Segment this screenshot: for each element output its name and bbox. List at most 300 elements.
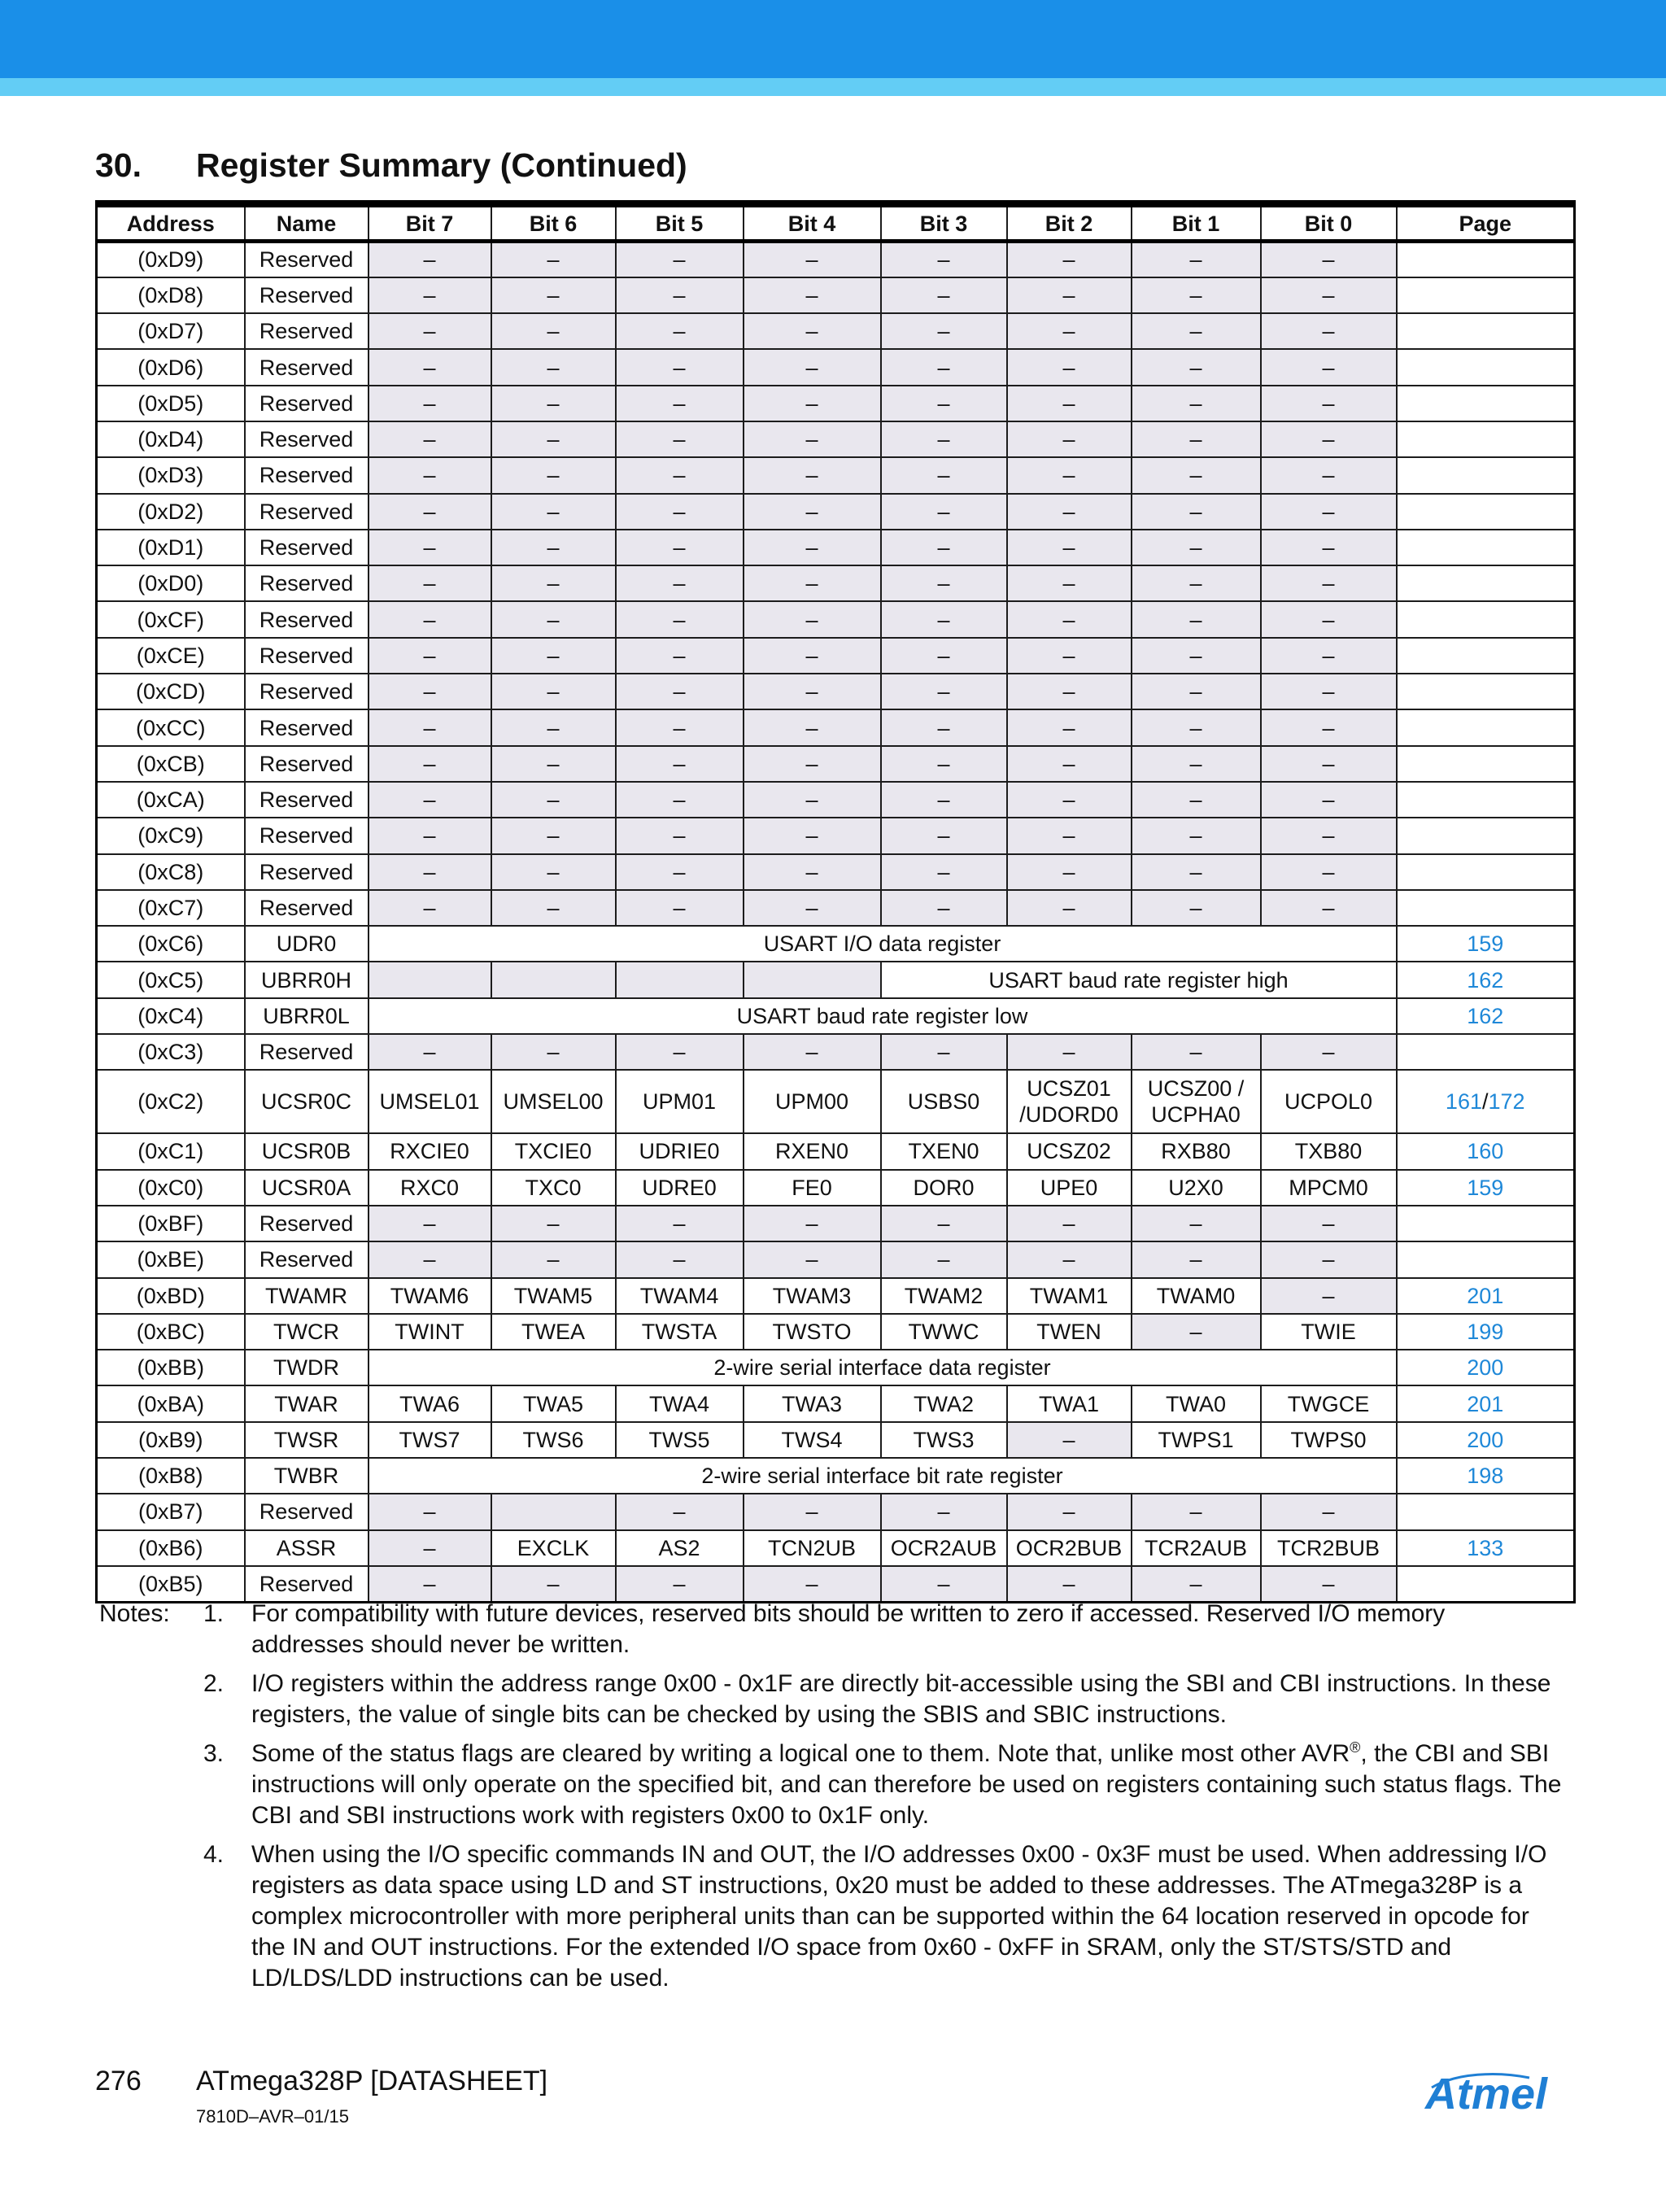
table-row: [97, 1458, 1575, 1494]
table-row: [97, 1350, 1575, 1385]
page-ref: [1397, 1422, 1575, 1458]
bit-cell: UMSEL01: [369, 1070, 491, 1133]
bit-cell: –: [616, 349, 744, 385]
bit-cell: –: [881, 1494, 1007, 1529]
bit-cell: –: [1132, 313, 1261, 349]
register-name: Reserved: [245, 242, 369, 277]
bit-cell: –: [616, 565, 744, 601]
table-row: [97, 782, 1575, 818]
bit-cell: –: [369, 1494, 491, 1529]
bit-cell: TXB80: [1261, 1133, 1397, 1169]
bit-cell: –: [744, 674, 881, 709]
bit-cell: UCSZ00 / UCPHA0: [1132, 1070, 1261, 1133]
bit-cell: –: [881, 782, 1007, 818]
bit-cell: TWAM2: [881, 1278, 1007, 1314]
bit-cell: –: [881, 1034, 1007, 1070]
page-ref: [1397, 854, 1575, 890]
bit-cell: –: [881, 313, 1007, 349]
table-row: [97, 1133, 1575, 1169]
bit-cell: –: [1261, 1034, 1397, 1070]
table-row: [97, 1278, 1575, 1314]
bit-cell: –: [616, 709, 744, 745]
bit-cell: UCSZ01 /UDORD0: [1007, 1070, 1132, 1133]
table-row: [97, 530, 1575, 565]
page-link[interactable]: 199: [1467, 1319, 1504, 1344]
bit-cell: –: [369, 638, 491, 674]
page-ref: [1397, 386, 1575, 421]
bit-cell: –: [491, 890, 616, 926]
bit-cell: –: [1261, 638, 1397, 674]
table-row: [97, 457, 1575, 493]
page-link[interactable]: 159: [1467, 1175, 1504, 1200]
register-address: (0xCE): [97, 638, 245, 674]
bit-cell: –: [744, 457, 881, 493]
page-ref: [1397, 1206, 1575, 1241]
bit-cell: –: [1007, 313, 1132, 349]
bit-cell: –: [1007, 601, 1132, 637]
note-text: I/O registers within the address range 0x00 - 0x1F are directly bit-accessible using the SBI and CBI instructions. In these registers, the value of single bits can be checked by using the SBIS and SBIC instructions.: [251, 1670, 1551, 1728]
register-address: (0xC7): [97, 890, 245, 926]
bit-cell: TWA3: [744, 1385, 881, 1421]
bit-cell: –: [491, 1206, 616, 1241]
bit-cell: TWAM4: [616, 1278, 744, 1314]
bit-cell: TWINT: [369, 1314, 491, 1350]
bit-cell: –: [1132, 1314, 1261, 1350]
note-number: 4.: [203, 1841, 225, 1868]
page-ref: [1397, 926, 1575, 962]
footer-doc-title: ATmega328P [DATASHEET]: [196, 2066, 548, 2096]
bit-cell: [744, 962, 881, 997]
bit-cell: –: [1132, 242, 1261, 277]
bit-cell: –: [491, 494, 616, 530]
table-row: [97, 601, 1575, 637]
bit-cell: –: [369, 457, 491, 493]
bit-cell: TWWC: [881, 1314, 1007, 1350]
register-address: (0xCD): [97, 674, 245, 709]
bit-cell: –: [744, 494, 881, 530]
bit-cell: –: [1007, 1034, 1132, 1070]
note-text-part: , the CBI and SBI instructions will only operate on the specified bit, and can therefore be used on registers containing such status flags. The CBI and SBI instructions work with registers 0x00 to 0x1F only.: [251, 1740, 1562, 1829]
bit-cell: –: [1007, 494, 1132, 530]
register-name: Reserved: [245, 638, 369, 674]
bit-cell: –: [369, 1566, 491, 1602]
bit-cell: –: [1007, 1566, 1132, 1602]
bit-cell: TWS5: [616, 1422, 744, 1458]
register-address: (0xD3): [97, 457, 245, 493]
page-link[interactable]: 201: [1467, 1283, 1504, 1308]
header-address: Address: [97, 204, 245, 242]
register-address: (0xCF): [97, 601, 245, 637]
bit-cell: –: [491, 457, 616, 493]
bit-cell: –: [616, 242, 744, 277]
header-bit-2: Bit 2: [1007, 204, 1132, 242]
bit-cell: –: [1007, 421, 1132, 457]
register-name: Reserved: [245, 890, 369, 926]
page-ref: [1397, 674, 1575, 709]
page-ref: [1397, 242, 1575, 277]
page-link[interactable]: 201: [1467, 1391, 1504, 1416]
bit-cell: –: [491, 601, 616, 637]
bit-cell: –: [369, 494, 491, 530]
bit-cell: –: [1132, 746, 1261, 782]
header-bit-5: Bit 5: [616, 204, 744, 242]
table-row: [97, 1385, 1575, 1421]
bit-cell: RXCIE0: [369, 1133, 491, 1169]
bit-cell: –: [1007, 782, 1132, 818]
page-link[interactable]: 161: [1445, 1089, 1482, 1115]
note-number: 1.: [203, 1600, 225, 1627]
bit-cell: AS2: [616, 1530, 744, 1566]
register-address: (0xC5): [97, 962, 245, 997]
table-row: [97, 242, 1575, 277]
page-link[interactable]: 159: [1467, 931, 1504, 957]
page-ref: [1397, 1278, 1575, 1314]
bit-cell: –: [881, 674, 1007, 709]
bit-cell: –: [491, 313, 616, 349]
bit-cell: TWA5: [491, 1385, 616, 1421]
bit-cell: –: [1007, 1241, 1132, 1277]
bit-cell: –: [1007, 349, 1132, 385]
register-name: UCSR0A: [245, 1170, 369, 1206]
bit-cell: –: [491, 277, 616, 313]
bit-cell: OCR2AUB: [881, 1530, 1007, 1566]
register-address: (0xBD): [97, 1278, 245, 1314]
register-address: (0xBA): [97, 1385, 245, 1421]
bit-cell: –: [1132, 277, 1261, 313]
section-heading: [95, 146, 687, 185]
bit-cell: –: [491, 530, 616, 565]
bit-cell: –: [744, 1494, 881, 1529]
bit-cell: OCR2BUB: [1007, 1530, 1132, 1566]
bit-cell: –: [881, 565, 1007, 601]
bit-cell: –: [491, 1566, 616, 1602]
header-bit-6: Bit 6: [491, 204, 616, 242]
bit-cell: –: [744, 818, 881, 853]
page-ref: [1397, 421, 1575, 457]
bit-cell: –: [1132, 674, 1261, 709]
bit-cell: –: [744, 421, 881, 457]
register-address: (0xD7): [97, 313, 245, 349]
page-ref: [1397, 890, 1575, 926]
bit-cell: –: [1261, 1241, 1397, 1277]
table-row: [97, 926, 1575, 962]
bit-cell: UDRIE0: [616, 1133, 744, 1169]
bit-cell: –: [369, 818, 491, 853]
bit-cell: –: [881, 242, 1007, 277]
bit-cell: TWS3: [881, 1422, 1007, 1458]
bit-cell: MPCM0: [1261, 1170, 1397, 1206]
register-address: (0xD8): [97, 277, 245, 313]
register-address: (0xB7): [97, 1494, 245, 1529]
page-ref: [1397, 457, 1575, 493]
page-ref: [1397, 565, 1575, 601]
table-row: [97, 349, 1575, 385]
bit-cell: –: [881, 494, 1007, 530]
bit-cell: –: [744, 638, 881, 674]
bit-cell: TWAM6: [369, 1278, 491, 1314]
register-name: Reserved: [245, 1206, 369, 1241]
register-name: Reserved: [245, 277, 369, 313]
register-name: Reserved: [245, 494, 369, 530]
bit-cell: –: [1007, 674, 1132, 709]
bit-cell: –: [881, 890, 1007, 926]
bit-cell: –: [616, 674, 744, 709]
bit-cell: [369, 962, 491, 997]
bit-cell: –: [1132, 1494, 1261, 1529]
bit-cell: –: [616, 1566, 744, 1602]
bit-cell: –: [1007, 638, 1132, 674]
bit-cell: –: [1007, 565, 1132, 601]
bit-cell: –: [881, 638, 1007, 674]
bit-cell: –: [616, 494, 744, 530]
register-description: 2-wire serial interface bit rate register: [369, 1458, 1397, 1494]
header-bit-1: Bit 1: [1132, 204, 1261, 242]
bit-cell: –: [369, 1206, 491, 1241]
bit-cell: –: [1132, 530, 1261, 565]
bit-cell: –: [744, 386, 881, 421]
page-link[interactable]: 198: [1467, 1464, 1504, 1489]
bit-cell: –: [369, 530, 491, 565]
bit-cell: –: [369, 709, 491, 745]
bit-cell: –: [1261, 386, 1397, 421]
bit-cell: –: [1261, 457, 1397, 493]
page-ref: [1397, 709, 1575, 745]
register-address: (0xC8): [97, 854, 245, 890]
bit-cell: –: [881, 386, 1007, 421]
register-name: Reserved: [245, 746, 369, 782]
register-name: TWCR: [245, 1314, 369, 1350]
register-address: (0xD4): [97, 421, 245, 457]
register-name: UCSR0B: [245, 1133, 369, 1169]
bit-cell: TWEA: [491, 1314, 616, 1350]
atmel-logo: [1424, 2068, 1572, 2118]
bit-cell: –: [491, 349, 616, 385]
register-name: ASSR: [245, 1530, 369, 1566]
note-text-part: Some of the status flags are cleared by writing a logical one to them. Note that, unlike most other AVR: [251, 1740, 1350, 1767]
bit-cell: –: [1261, 890, 1397, 926]
page-ref: [1397, 1494, 1575, 1529]
bit-cell: –: [1261, 782, 1397, 818]
register-address: (0xD1): [97, 530, 245, 565]
page-ref: [1397, 998, 1575, 1034]
bit-cell: –: [616, 782, 744, 818]
bit-cell: –: [1261, 709, 1397, 745]
bit-cell: –: [616, 1241, 744, 1277]
bit-cell: –: [616, 530, 744, 565]
header-bit-7: Bit 7: [369, 204, 491, 242]
table-row: [97, 1314, 1575, 1350]
table-row: [97, 818, 1575, 853]
section-number: 30.: [95, 146, 142, 184]
bit-cell: –: [881, 277, 1007, 313]
bit-cell: –: [1261, 313, 1397, 349]
bit-cell: –: [1132, 638, 1261, 674]
bit-cell: –: [491, 709, 616, 745]
bit-cell: –: [744, 1034, 881, 1070]
bit-cell: –: [369, 854, 491, 890]
bit-cell: –: [1261, 746, 1397, 782]
note-text: [251, 1740, 1561, 1829]
register-address: (0xCA): [97, 782, 245, 818]
bit-cell: –: [616, 421, 744, 457]
bit-cell: –: [744, 277, 881, 313]
bit-cell: –: [881, 601, 1007, 637]
table-row: [97, 890, 1575, 926]
table-row: [97, 854, 1575, 890]
register-address: (0xC1): [97, 1133, 245, 1169]
bit-cell: –: [881, 709, 1007, 745]
bit-cell: –: [744, 709, 881, 745]
bit-cell: –: [1261, 277, 1397, 313]
bit-cell: TCR2AUB: [1132, 1530, 1261, 1566]
table-row: [97, 565, 1575, 601]
bit-cell: TWAM3: [744, 1278, 881, 1314]
table-row: [97, 494, 1575, 530]
page-ref: [1397, 1530, 1575, 1566]
bit-cell: –: [1261, 674, 1397, 709]
register-name: Reserved: [245, 854, 369, 890]
bit-cell: TWIE: [1261, 1314, 1397, 1350]
notes-label: Notes:: [99, 1600, 170, 1627]
page-link[interactable]: 172: [1488, 1089, 1525, 1115]
table-row: [97, 674, 1575, 709]
bit-cell: –: [881, 530, 1007, 565]
bit-cell: –: [1007, 818, 1132, 853]
page-ref: [1397, 962, 1575, 997]
bit-cell: –: [1132, 1206, 1261, 1241]
section-title: Register Summary (Continued): [196, 146, 687, 184]
bit-cell: EXCLK: [491, 1530, 616, 1566]
bit-cell: –: [616, 854, 744, 890]
register-address: (0xB5): [97, 1566, 245, 1602]
table-row: [97, 1170, 1575, 1206]
footer-page-number: 276: [95, 2066, 142, 2096]
page-ref: [1397, 349, 1575, 385]
bit-cell: –: [744, 349, 881, 385]
page-ref: [1397, 1314, 1575, 1350]
bit-cell: [491, 962, 616, 997]
page-link[interactable]: 160: [1467, 1139, 1504, 1164]
bit-cell: –: [1007, 242, 1132, 277]
table-row: [97, 386, 1575, 421]
bit-cell: –: [1132, 854, 1261, 890]
bit-cell: –: [491, 242, 616, 277]
bit-cell: –: [744, 530, 881, 565]
note-number: 2.: [203, 1670, 225, 1697]
bit-cell: –: [369, 1530, 491, 1566]
bit-cell: –: [369, 565, 491, 601]
register-address: (0xC2): [97, 1070, 245, 1133]
bit-cell: –: [1132, 565, 1261, 601]
bit-cell: –: [1007, 457, 1132, 493]
register-address: (0xBF): [97, 1206, 245, 1241]
note-item: [99, 1599, 1564, 1660]
page-ref: [1397, 1458, 1575, 1494]
bit-cell: –: [1261, 349, 1397, 385]
bit-cell: –: [369, 674, 491, 709]
bit-cell: –: [369, 349, 491, 385]
table-row: [97, 1241, 1575, 1277]
bit-cell: –: [744, 746, 881, 782]
register-name: UBRR0H: [245, 962, 369, 997]
bit-cell: –: [616, 601, 744, 637]
register-name: Reserved: [245, 674, 369, 709]
bit-cell: –: [744, 1206, 881, 1241]
bit-cell: TWAM0: [1132, 1278, 1261, 1314]
bit-cell: UPM01: [616, 1070, 744, 1133]
register-address: (0xD9): [97, 242, 245, 277]
bit-cell: –: [744, 565, 881, 601]
bit-cell: [616, 962, 744, 997]
bit-cell: TWA6: [369, 1385, 491, 1421]
page-link[interactable]: 133: [1467, 1535, 1504, 1560]
bit-cell: –: [369, 421, 491, 457]
bit-cell: TWS4: [744, 1422, 881, 1458]
bit-cell: –: [881, 746, 1007, 782]
bit-cell: TWPS1: [1132, 1422, 1261, 1458]
register-name: TWSR: [245, 1422, 369, 1458]
bit-cell: –: [744, 601, 881, 637]
note-item: [99, 1669, 1564, 1730]
bit-cell: –: [369, 782, 491, 818]
bit-cell: –: [616, 1034, 744, 1070]
bit-cell: –: [881, 1206, 1007, 1241]
bit-cell: DOR0: [881, 1170, 1007, 1206]
page-link[interactable]: 200: [1467, 1355, 1504, 1381]
bit-cell: USBS0: [881, 1070, 1007, 1133]
bit-cell: –: [369, 242, 491, 277]
bit-cell: –: [369, 601, 491, 637]
register-name: Reserved: [245, 386, 369, 421]
page-link[interactable]: 200: [1467, 1427, 1504, 1452]
page-link[interactable]: 162: [1467, 1003, 1504, 1028]
page-ref: [1397, 638, 1575, 674]
bit-cell: –: [1007, 746, 1132, 782]
bit-cell: TWS7: [369, 1422, 491, 1458]
header-name: Name: [245, 204, 369, 242]
register-address: (0xBE): [97, 1241, 245, 1277]
bit-cell: –: [491, 1241, 616, 1277]
page-ref: [1397, 1133, 1575, 1169]
bit-cell: –: [744, 1566, 881, 1602]
bit-cell: –: [1261, 1206, 1397, 1241]
registered-mark: ®: [1350, 1739, 1361, 1756]
bit-cell: –: [1132, 386, 1261, 421]
bit-cell: –: [616, 277, 744, 313]
bit-cell: –: [1007, 1494, 1132, 1529]
register-name: Reserved: [245, 709, 369, 745]
bit-cell: TWA1: [1007, 1385, 1132, 1421]
bit-cell: –: [1132, 1034, 1261, 1070]
page-ref: [1397, 1034, 1575, 1070]
register-summary-table: [95, 200, 1576, 1603]
table-row: [97, 421, 1575, 457]
bit-cell: –: [1261, 242, 1397, 277]
page-ref: [1397, 601, 1575, 637]
register-name: TWDR: [245, 1350, 369, 1385]
bit-cell: –: [616, 1494, 744, 1529]
table-row: [97, 1070, 1575, 1133]
bit-cell: –: [491, 674, 616, 709]
register-name: Reserved: [245, 1494, 369, 1529]
page-link[interactable]: 162: [1467, 967, 1504, 993]
bit-cell: U2X0: [1132, 1170, 1261, 1206]
register-address: (0xCB): [97, 746, 245, 782]
bit-cell: –: [616, 1206, 744, 1241]
register-name: TWAR: [245, 1385, 369, 1421]
bit-cell: –: [1261, 421, 1397, 457]
bit-cell: –: [1007, 277, 1132, 313]
